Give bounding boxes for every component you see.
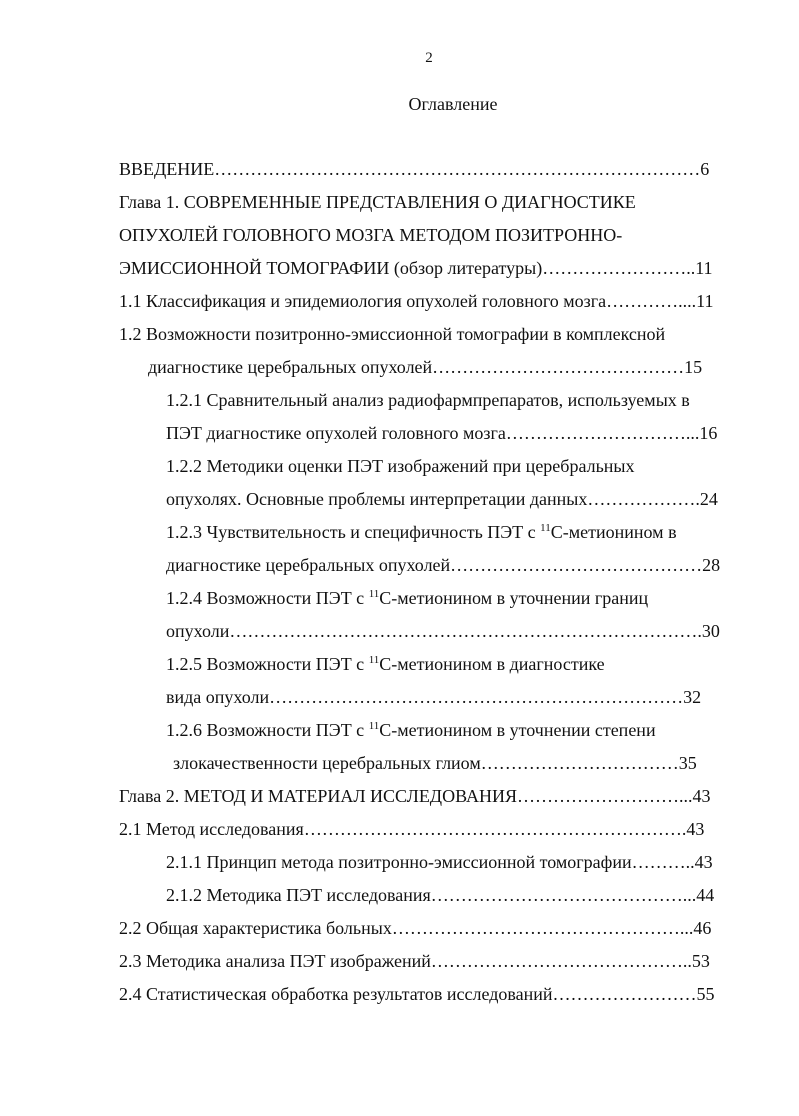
toc-entry-text: С-метионином в диагностике: [379, 654, 605, 674]
toc-entry-1-2-1-line2[interactable]: ПЭТ диагностике опухолей головного мозга…………………………...16: [166, 423, 718, 443]
toc-entry-text: С-метионином в: [550, 522, 677, 542]
toc-entry-2-1[interactable]: 2.1 Метод исследования……………………………………………………….43: [119, 819, 705, 839]
toc-entry-1-2-2-line2[interactable]: опухолях. Основные проблемы интерпретации данных……………….24: [166, 489, 718, 509]
toc-entry-chapter2[interactable]: Глава 2. МЕТОД И МАТЕРИАЛ ИССЛЕДОВАНИЯ………………………...43: [119, 786, 711, 806]
toc-entry-text: 1.2.4 Возможности ПЭТ с: [166, 588, 369, 608]
toc-entry-1-2-4-line1[interactable]: [166, 587, 739, 609]
toc-entry-text: 1.2.5 Возможности ПЭТ с: [166, 654, 369, 674]
isotope-superscript: 11: [540, 522, 551, 534]
toc-entry-text: 1.2.3 Чувствительность и специфичность ПЭТ с: [166, 522, 541, 542]
toc-entry-intro[interactable]: ВВЕДЕНИЕ………………………………………………………………………6: [119, 159, 710, 179]
isotope-superscript: 11: [368, 720, 380, 732]
toc-entry-chapter1-line1[interactable]: Глава 1. СОВРЕМЕННЫЕ ПРЕДСТАВЛЕНИЯ О ДИАГНОСТИКЕ: [119, 192, 636, 212]
toc-entry-1-2-6-line1[interactable]: [166, 719, 739, 741]
toc-entry-1-2-line2[interactable]: диагностике церебральных опухолей……………………………………15: [148, 357, 703, 377]
toc-entry-text: 1.2.6 Возможности ПЭТ с: [166, 720, 369, 740]
toc-entry-chapter1-line2[interactable]: ОПУХОЛЕЙ ГОЛОВНОГО МОЗГА МЕТОДОМ ПОЗИТРОННО-: [119, 225, 623, 245]
toc-entry-1-2-1-line1[interactable]: 1.2.1 Сравнительный анализ радиофармпрепаратов, используемых в: [166, 390, 690, 410]
toc-title: Оглавление: [408, 94, 498, 114]
toc-entry-1-2-line1[interactable]: 1.2 Возможности позитронно-эмиссионной томографии в комплексной: [119, 324, 666, 344]
toc-entry-2-1-2[interactable]: 2.1.2 Методика ПЭТ исследования……………………………………...44: [166, 885, 715, 905]
toc-entry-1-2-3-line1[interactable]: [166, 521, 739, 543]
toc-entry-1-2-2-line1[interactable]: 1.2.2 Методики оценки ПЭТ изображений при церебральных: [166, 456, 635, 476]
page-number: 2: [425, 50, 433, 66]
toc-entry-text: С-метионином в уточнении границ: [379, 588, 649, 608]
toc-entry-chapter1-line3[interactable]: ЭМИССИОННОЙ ТОМОГРАФИИ (обзор литературы)……………………..11: [119, 258, 713, 278]
toc-entry-2-3[interactable]: 2.3 Методика анализа ПЭТ изображений……………………………………..53: [119, 951, 710, 971]
isotope-superscript: 11: [368, 654, 380, 666]
toc-entry-2-2[interactable]: 2.2 Общая характеристика больных…………………………………………...46: [119, 918, 712, 938]
toc-entry-2-1-1[interactable]: 2.1.1 Принцип метода позитронно-эмиссионной томографии………..43: [166, 852, 713, 872]
toc-entry-2-4[interactable]: 2.4 Статистическая обработка результатов исследований……………………55: [119, 984, 715, 1004]
toc-entry-1-2-4-line2[interactable]: опухоли…………………………………………………………………….30: [166, 621, 720, 641]
isotope-superscript: 11: [368, 588, 380, 600]
toc-entry-1-2-6-line2[interactable]: злокачественности церебральных глиом……………………………35: [173, 753, 697, 773]
toc-entry-1-2-3-line2[interactable]: диагностике церебральных опухолей……………………………………28: [166, 555, 721, 575]
toc-entry-1-2-5-line2[interactable]: вида опухоли……………………………………………………………32: [166, 687, 702, 707]
toc-entry-text: С-метионином в уточнении степени: [379, 720, 656, 740]
toc-entry-1-2-5-line1[interactable]: [166, 653, 739, 675]
toc-entry-1-1[interactable]: 1.1 Классификация и эпидемиология опухолей головного мозга…………....11: [119, 291, 714, 311]
